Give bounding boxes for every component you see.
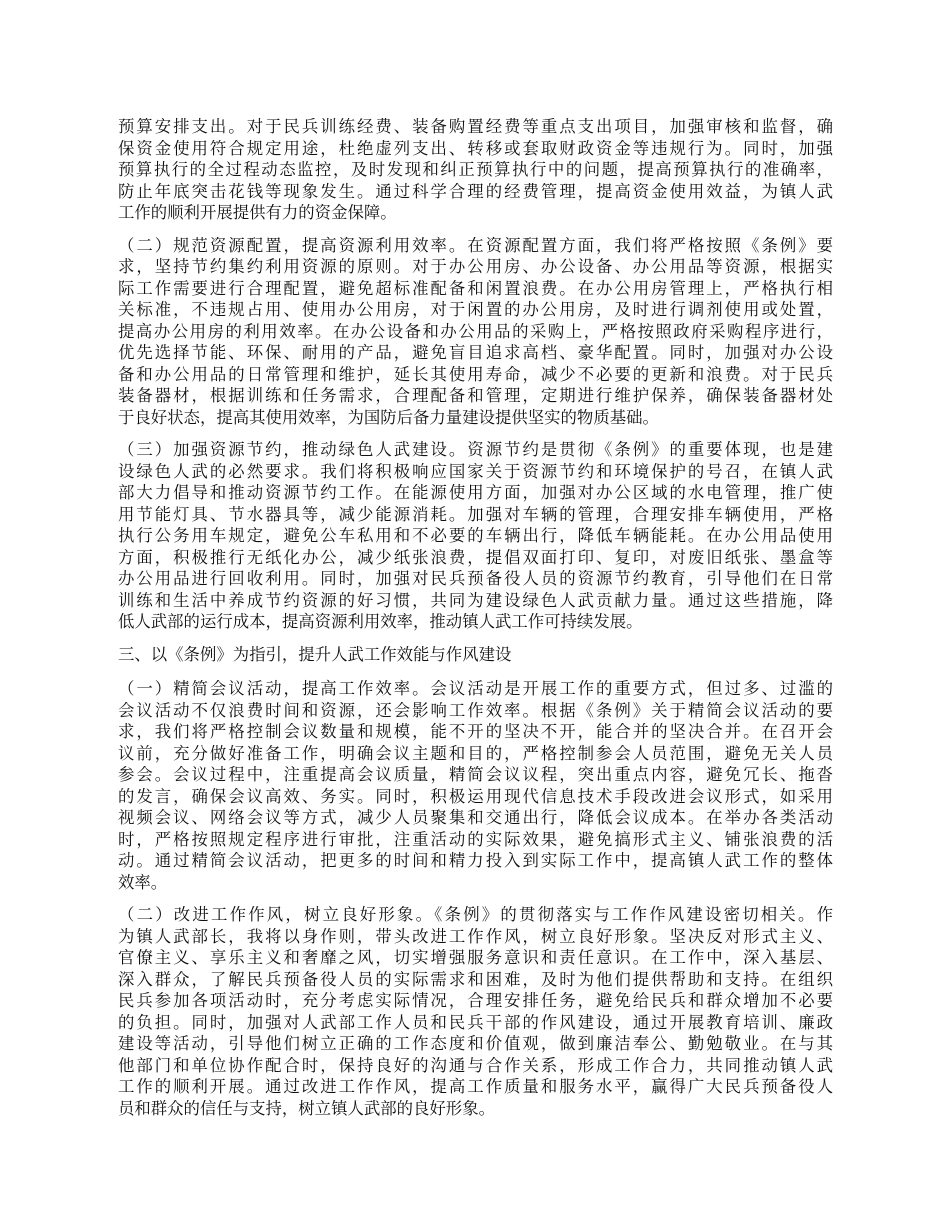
- paragraph: [118, 235, 833, 429]
- paragraph-line: （三）加强资源节约，推动绿色人武建设。资源节约是贯彻《条例》的重要体现，也是建: [118, 440, 833, 459]
- paragraph-line: 于良好状态，提高其使用效率，为国防后备力量建设提供坚实的物质基础。: [118, 407, 659, 427]
- paragraph-line: （二）规范资源配置，提高资源利用效率。在资源配置方面，我们将严格按照《条例》要: [118, 235, 833, 255]
- paragraph-line: 民兵参加各项活动时，充分考虑实际情况，合理安排任务，避免给民兵和群众增加不必要: [118, 991, 833, 1010]
- paragraph-line: 时，严格按照规定程序进行审批，注重活动的实际效果，避免搞形式主义、铺张浪费的活: [118, 829, 833, 849]
- paragraph: [118, 439, 833, 633]
- paragraph-line: 防止年底突击花钱等现象发生。通过科学合理的经费管理，提高资金使用效益，为镇人武: [118, 181, 833, 201]
- section-budget-resources: [118, 116, 833, 633]
- paragraph-line: 办公用品进行回收利用。同时，加强对民兵预备役人员的资源节约教育，引导他们在日常: [118, 569, 833, 588]
- paragraph-line: 保资金使用符合规定用途，杜绝虚列支出、转移或套取财政资金等违规行为。同时，加强: [118, 138, 833, 158]
- paragraph-line: 动。通过精简会议活动，把更多的时间和精力投入到实际工作中，提高镇人武工作的整体: [118, 851, 833, 870]
- paragraph-line: 优先选择节能、环保、耐用的产品，避免盲目追求高档、豪华配置。同时，加强对办公设: [118, 343, 833, 362]
- section-heading: 三、以《条例》为指引，提升人武工作效能与作风建设: [118, 644, 512, 664]
- paragraph-line: 执行公务用车规定，避免公车私用和不必要的车辆出行，降低车辆能耗。在办公用品使用: [118, 526, 833, 545]
- section-efficiency-style: [118, 678, 833, 1119]
- paragraph-line: 他部门和单位协作配合时，保持良好的沟通与合作关系，形成工作合力，共同推动镇人武: [118, 1055, 833, 1075]
- paragraph-line: 方面，积极推行无纸化办公，减少纸张浪费，提倡双面打印、复印，对废旧纸张、墨盒等: [118, 547, 833, 567]
- paragraph: [118, 904, 833, 1119]
- paragraph-line: 训练和生活中养成节约资源的好习惯，共同为建设绿色人武贡献力量。通过这些措施，降: [118, 590, 833, 610]
- paragraph-line: 工作的顺利开展。通过改进工作作风，提高工作质量和服务水平，赢得广大民兵预备役人: [118, 1077, 833, 1096]
- paragraph-line: 部大力倡导和推动资源节约工作。在能源使用方面，加强对办公区域的水电管理，推广使: [118, 483, 833, 502]
- paragraph-line: 求，我们将严格控制会议数量和规模，能不开的坚决不开，能合并的坚决合并。在召开会: [118, 722, 833, 741]
- document-page: [118, 116, 833, 1130]
- paragraph-line: 关标准，不违规占用、使用办公用房，对于闲置的办公用房，及时进行调剂使用或处置，: [118, 300, 833, 319]
- paragraph-line: 效率。: [118, 872, 168, 892]
- paragraph-line: 深入群众，了解民兵预备役人员的实际需求和困难，及时为他们提供帮助和支持。在组织: [118, 969, 833, 989]
- paragraph-line: 设绿色人武的必然要求。我们将积极响应国家关于资源节约和环境保护的号召，在镇人武: [118, 461, 833, 481]
- paragraph-line: （二）改进工作作风，树立良好形象。《条例》的贯彻落实与工作作风建设密切相关。作: [118, 905, 833, 924]
- paragraph-line: 议前，充分做好准备工作，明确会议主题和目的，严格控制参会人员范围，避免无关人员: [118, 743, 833, 763]
- paragraph-line: 际工作需要进行合理配置，避免超标准配备和闲置浪费。在办公用房管理上，严格执行相: [118, 278, 833, 298]
- paragraph-line: 视频会议、网络会议等方式，减少人员聚集和交通出行，降低会议成本。在举办各类活动: [118, 808, 833, 827]
- paragraph-line: 预算执行的全过程动态监控，及时发现和纠正预算执行中的问题，提高预算执行的准确率，: [118, 160, 833, 179]
- paragraph-line: 官僚主义、享乐主义和奢靡之风，切实增强服务意识和责任意识。在工作中，深入基层、: [118, 948, 833, 967]
- paragraph-line: 提高办公用房的利用效率。在办公设备和办公用品的采购上，严格按照政府采购程序进行，: [118, 321, 833, 341]
- paragraph-line: （一）精简会议活动，提高工作效率。会议活动是开展工作的重要方式，但过多、过滥的: [118, 679, 833, 698]
- paragraph-line: 备和办公用品的日常管理和维护，延长其使用寿命，减少不必要的更新和浪费。对于民兵: [118, 364, 833, 384]
- paragraph-line: 预算安排支出。对于民兵训练经费、装备购置经费等重点支出项目，加强审核和监督，确: [118, 117, 833, 136]
- paragraph-line: 装备器材，根据训练和任务需求，合理配备和管理，定期进行维护保养，确保装备器材处: [118, 386, 833, 405]
- paragraph-line: 的负担。同时，加强对人武部工作人员和民兵干部的作风建设，通过开展教育培训、廉政: [118, 1012, 833, 1032]
- paragraph-line: 员和群众的信任与支持，树立镇人武部的良好形象。: [118, 1098, 495, 1118]
- paragraph-line: 建设等活动，引导他们树立正确的工作态度和价值观，做到廉洁奉公、勤勉敬业。在与其: [118, 1034, 833, 1053]
- paragraph-line: 参会。会议过程中，注重提高会议质量，精简会议议程，突出重点内容，避免冗长、拖沓: [118, 765, 833, 784]
- paragraph-line: 为镇人武部长，我将以身作则，带头改进工作作风，树立良好形象。坚决反对形式主义、: [118, 926, 833, 946]
- paragraph-line: 工作的顺利开展提供有力的资金保障。: [118, 203, 397, 222]
- paragraph-line: 求，坚持节约集约利用资源的原则。对于办公用房、办公设备、办公用品等资源，根据实: [118, 257, 833, 276]
- paragraph-line: 低人武部的运行成本，提高资源利用效率，推动镇人武工作可持续发展。: [118, 612, 643, 631]
- paragraph: [118, 116, 833, 224]
- paragraph: [118, 678, 833, 893]
- paragraph-line: 用节能灯具、节水器具等，减少能源消耗。加强对车辆的管理，合理安排车辆使用，严格: [118, 504, 833, 524]
- paragraph-line: 的发言，确保会议高效、务实。同时，积极运用现代信息技术手段改进会议形式，如采用: [118, 786, 833, 806]
- paragraph-line: 会议活动不仅浪费时间和资源，还会影响工作效率。根据《条例》关于精简会议活动的要: [118, 700, 833, 720]
